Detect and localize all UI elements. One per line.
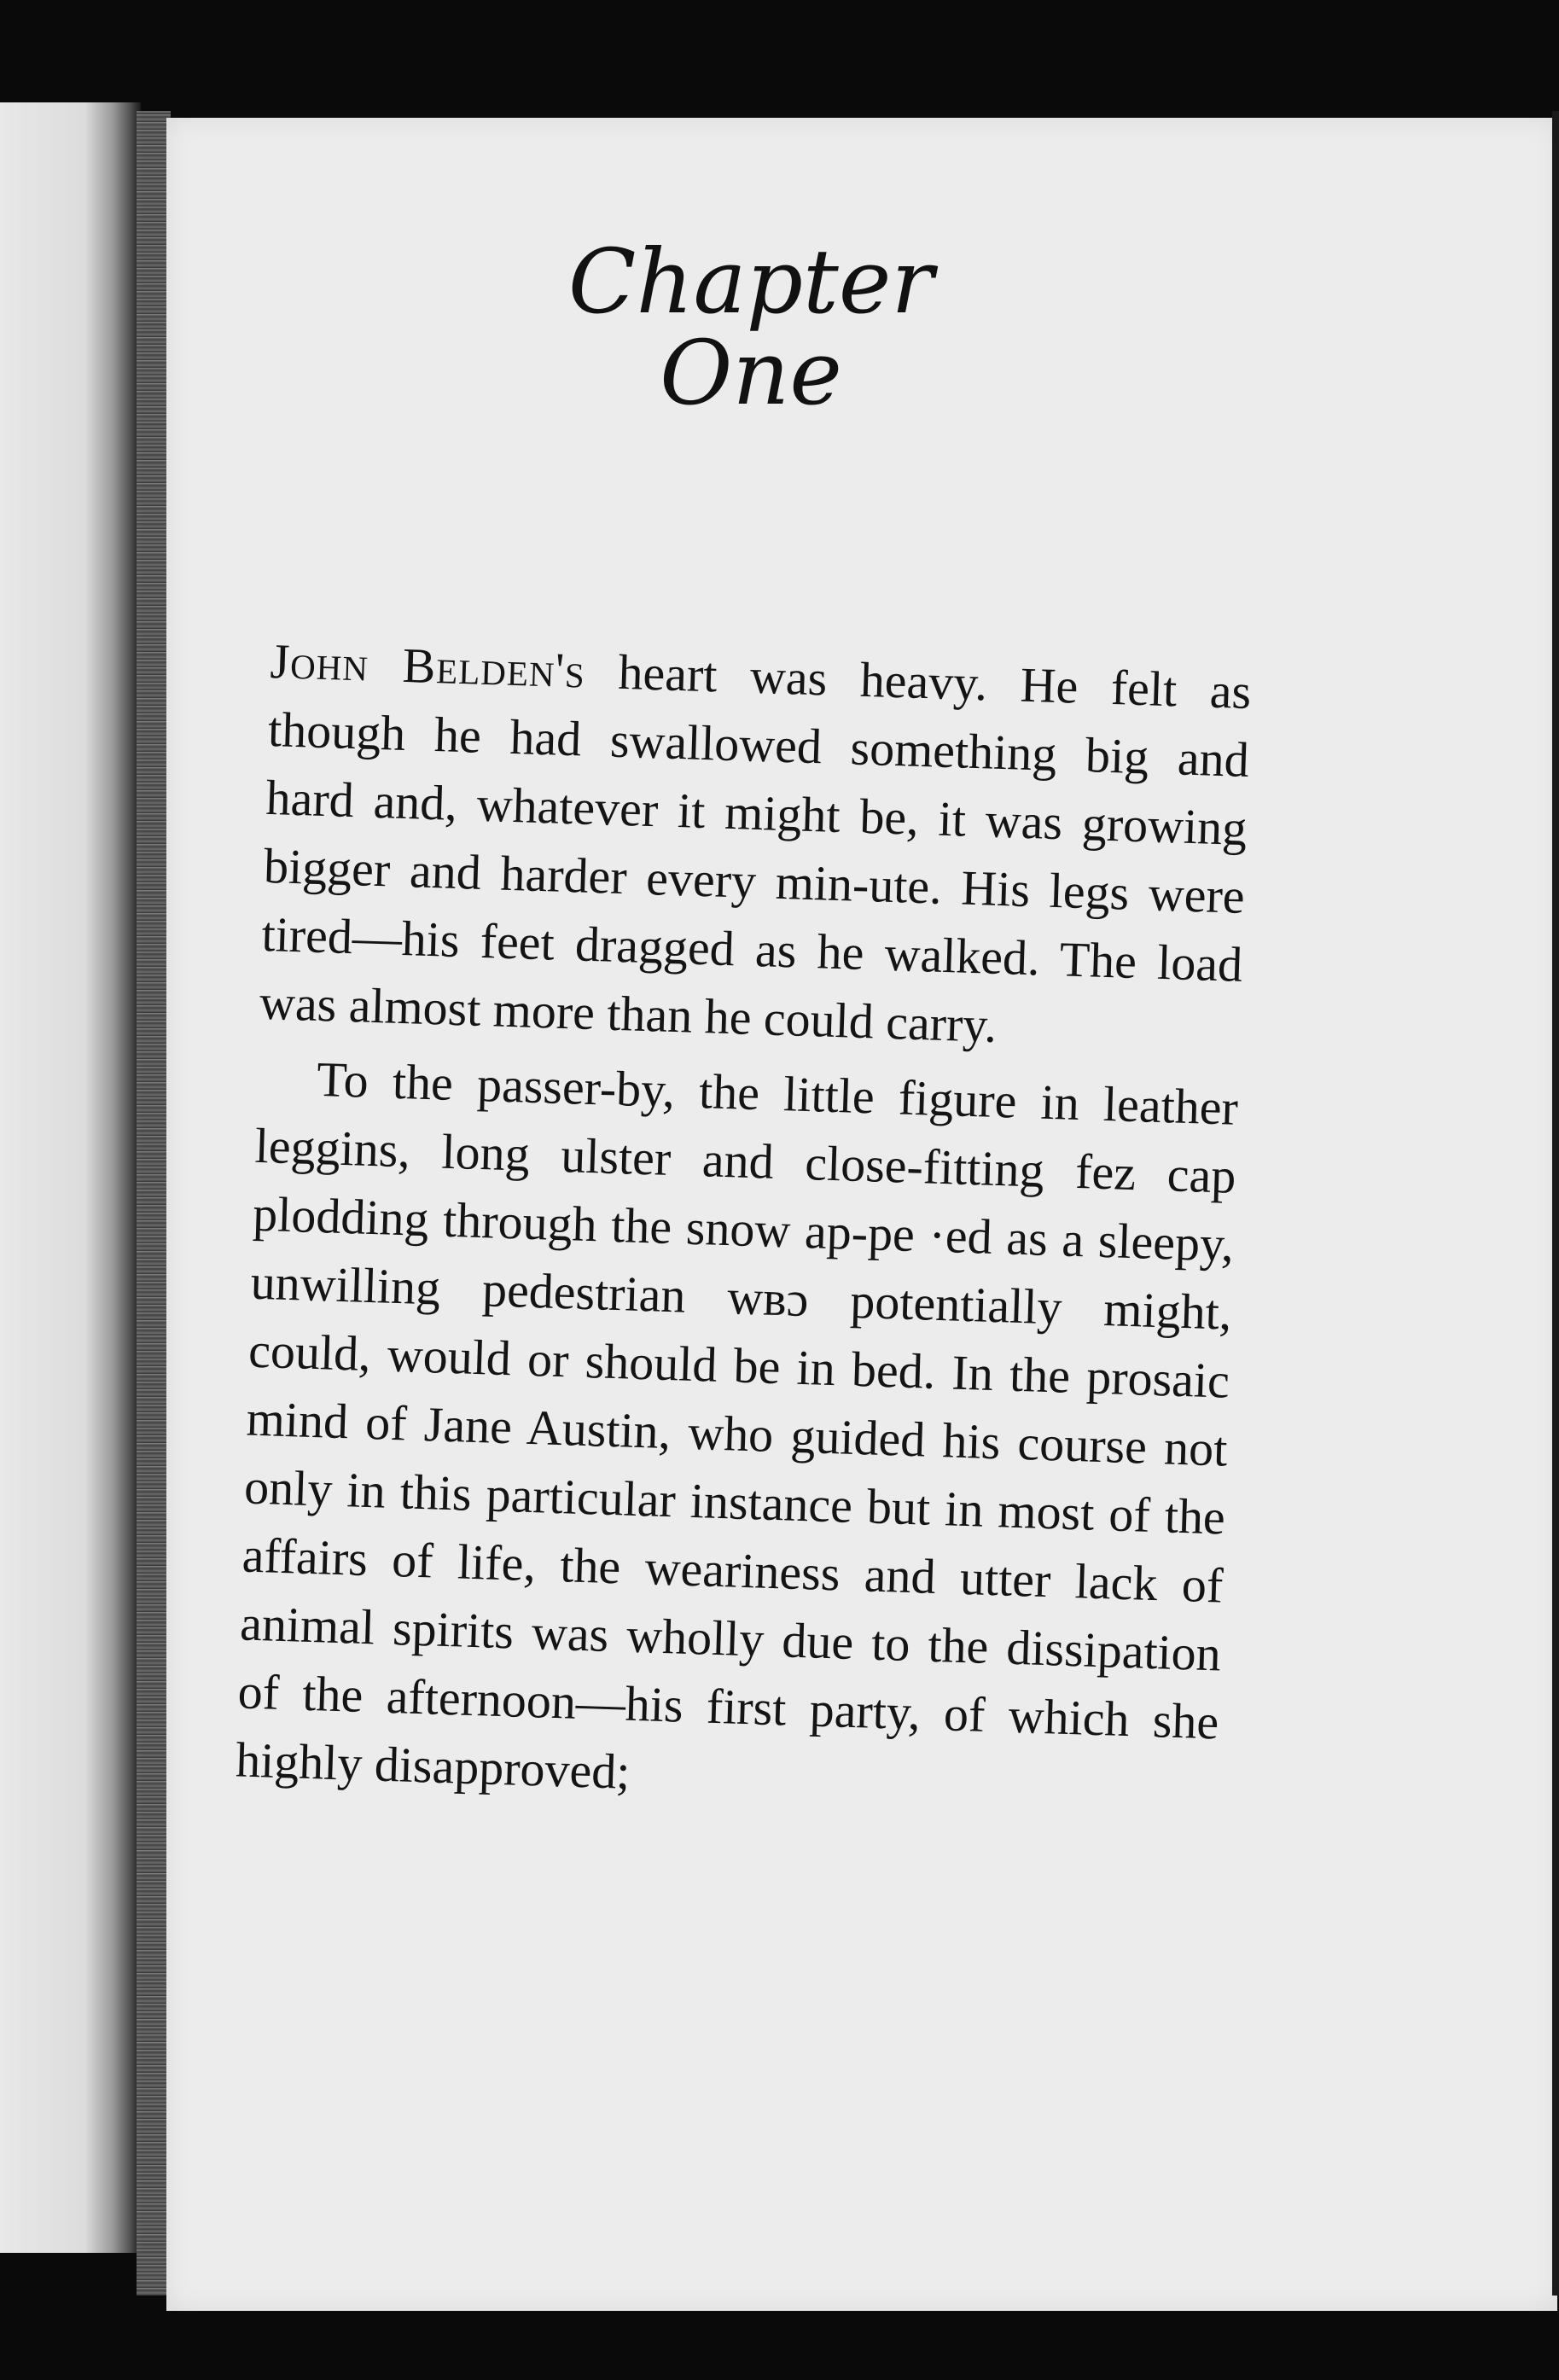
chapter-body-text (235, 627, 1252, 1824)
chapter-heading-line2: One (660, 321, 842, 425)
facing-page-edge (0, 102, 141, 2253)
paragraph-1 (259, 627, 1253, 1068)
book-binding (137, 111, 171, 2296)
paragraph-1-lead: John Belden's (269, 632, 586, 699)
chapter-heading (444, 230, 1058, 425)
chapter-heading-line1: Chapter (567, 230, 934, 334)
paragraph-2 (235, 1044, 1239, 1825)
page-right-edge (1552, 111, 1559, 2296)
paragraph-2-text: To the passer-by, the little figure in leather leggins, long ulster and close-fitting fez cap plodding through the snow ap-pe ·ed as a sleepy, unwilling pedestrian wʙɔ potentially might, could, would or should be in bed. In the prosaic mind of Jane Austin, who guided his course not only in this particular instance but in most of the affairs of life, the weariness and utter lack of animal spirits was wholly due to the dissipation of the afternoon—his first party, of which she highly disapproved; (235, 1050, 1239, 1800)
paragraph-1-text: heart was heavy. He felt as though he had swallowed something big and hard and, whatever it might be, it was growing bigger and harder every min-ute. His legs were tired—his feet dragged as he walked. The load was almost more than he could carry. (259, 643, 1253, 1053)
